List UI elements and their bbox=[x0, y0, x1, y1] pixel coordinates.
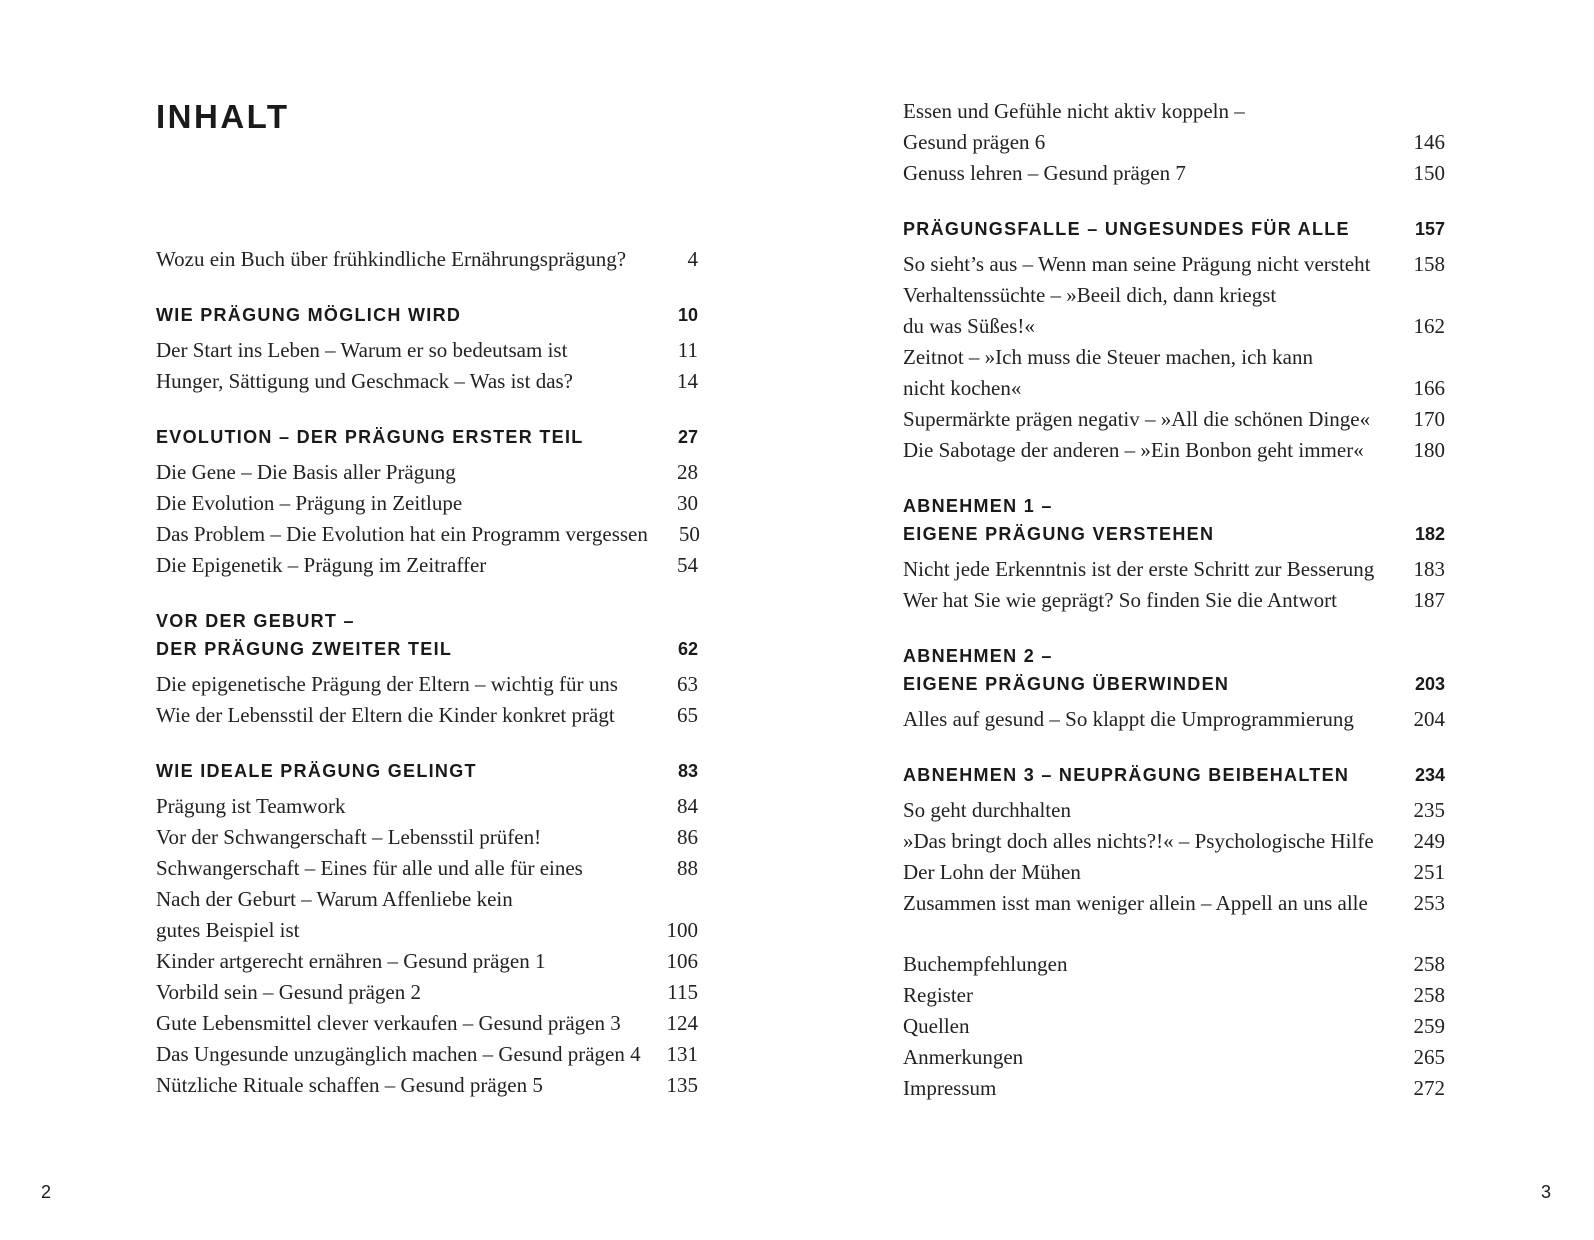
toc-entry-title-line: Gesund prägen 6 bbox=[903, 130, 1046, 154]
toc-section bbox=[903, 215, 1445, 466]
section-heading bbox=[156, 607, 698, 663]
toc-entry-title bbox=[156, 1039, 654, 1070]
toc-entry-title bbox=[156, 669, 654, 700]
toc-entry-title bbox=[156, 488, 654, 519]
toc-entry-title bbox=[156, 1070, 654, 1101]
toc-entry-title bbox=[156, 700, 654, 731]
page-number-left: 2 bbox=[41, 1182, 52, 1202]
toc-entry-title bbox=[903, 404, 1401, 435]
section-heading-title-line: ABNEHMEN 1 – bbox=[903, 496, 1053, 516]
section-heading-title-line: WIE PRÄGUNG MÖGLICH WIRD bbox=[156, 305, 462, 325]
toc-entry-title bbox=[156, 366, 654, 397]
page-number-right: 3 bbox=[1541, 1182, 1552, 1202]
toc-entry-page-number: 249 bbox=[1413, 829, 1445, 853]
toc-entry-page-number: 135 bbox=[666, 1073, 698, 1097]
toc-entry-page-number: 162 bbox=[1413, 314, 1445, 338]
toc-entry bbox=[903, 704, 1445, 735]
toc-entry-title-line: Die Epigenetik – Prägung im Zeitraffer bbox=[156, 553, 487, 577]
toc-entry-title-line: Der Lohn der Mühen bbox=[903, 860, 1081, 884]
toc-section bbox=[903, 761, 1445, 919]
toc-entry-page-number: 258 bbox=[1413, 983, 1445, 1007]
toc-entry-page-number: 272 bbox=[1413, 1076, 1445, 1100]
toc-entry-title bbox=[903, 158, 1401, 189]
toc-entry bbox=[903, 888, 1445, 919]
toc-entry-title-line: Prägung ist Teamwork bbox=[156, 794, 346, 818]
toc-entry-title-line: Genuss lehren – Gesund prägen 7 bbox=[903, 161, 1186, 185]
toc-entry-title bbox=[903, 435, 1401, 466]
toc-section bbox=[903, 642, 1445, 735]
toc-entry-title bbox=[903, 554, 1401, 585]
toc-right-column bbox=[903, 96, 1445, 1104]
toc-entry-title-line: Buchempfehlungen bbox=[903, 952, 1068, 976]
toc-entry-page-number: 65 bbox=[677, 703, 698, 727]
toc-appendix bbox=[903, 949, 1445, 1104]
section-heading-title bbox=[903, 492, 1214, 548]
toc-entry-title-line: Wer hat Sie wie geprägt? So finden Sie die Antwort bbox=[903, 588, 1337, 612]
toc-entry-title-line: Wie der Lebensstil der Eltern die Kinder konkret prägt bbox=[156, 703, 615, 727]
section-heading-title-line: ABNEHMEN 3 – NEUPRÄGUNG BEIBEHALTEN bbox=[903, 765, 1350, 785]
toc-entry-title-line: Vorbild sein – Gesund prägen 2 bbox=[156, 980, 421, 1004]
toc-entry-page-number: 106 bbox=[666, 949, 698, 973]
toc-entry bbox=[156, 1070, 698, 1101]
toc-entry-title-line: Quellen bbox=[903, 1014, 970, 1038]
section-heading bbox=[903, 761, 1445, 789]
toc-entry-title bbox=[156, 822, 654, 853]
section-heading-page-number: 83 bbox=[677, 761, 698, 781]
toc-section bbox=[156, 301, 698, 397]
toc-entry-page-number: 166 bbox=[1413, 376, 1445, 400]
toc-entry-page-number: 84 bbox=[677, 794, 698, 818]
toc-entry-title-line: Der Start ins Leben – Warum er so bedeutsam ist bbox=[156, 338, 568, 362]
toc-entry bbox=[156, 550, 698, 581]
toc-entry-title-line: »Das bringt doch alles nichts?!« – Psychologische Hilfe bbox=[903, 829, 1374, 853]
toc-entry-page-number: 30 bbox=[677, 491, 698, 515]
toc-entry-title-line: Register bbox=[903, 983, 973, 1007]
section-heading-page-number: 157 bbox=[1414, 219, 1445, 239]
toc-entry-title-line: Nicht jede Erkenntnis ist der erste Schritt zur Besserung bbox=[903, 557, 1375, 581]
toc-entry-title-line: Nützliche Rituale schaffen – Gesund prägen 5 bbox=[156, 1073, 543, 1097]
toc-entry-title bbox=[903, 795, 1401, 826]
toc-entry-page-number: 115 bbox=[667, 980, 698, 1004]
section-heading-title-line: VOR DER GEBURT – bbox=[156, 611, 355, 631]
toc-entry-title-line: Die Sabotage der anderen – »Ein Bonbon geht immer« bbox=[903, 438, 1364, 462]
section-heading-title-line: EIGENE PRÄGUNG ÜBERWINDEN bbox=[903, 674, 1230, 694]
toc-entry-title-line: Die epigenetische Prägung der Eltern – wichtig für uns bbox=[156, 672, 618, 696]
toc-entry bbox=[156, 791, 698, 822]
toc-entry-page-number: 131 bbox=[666, 1042, 698, 1066]
section-heading-page-number: 10 bbox=[677, 305, 698, 325]
toc-entry-title-line: Das Problem – Die Evolution hat ein Programm vergessen bbox=[156, 522, 648, 546]
section-heading bbox=[156, 301, 698, 329]
toc-entry-page-number: 170 bbox=[1413, 407, 1445, 431]
section-heading-page-number: 27 bbox=[677, 427, 698, 447]
toc-entry bbox=[156, 366, 698, 397]
toc-entry bbox=[903, 280, 1445, 342]
section-heading-title-line: PRÄGUNGSFALLE – UNGESUNDES FÜR ALLE bbox=[903, 219, 1350, 239]
toc-entry-title-line: Schwangerschaft – Eines für alle und alle für eines bbox=[156, 856, 583, 880]
toc-entry-title-line: So sieht’s aus – Wenn man seine Prägung nicht versteht bbox=[903, 252, 1371, 276]
toc-entry-title-line: Supermärkte prägen negativ – »All die schönen Dinge« bbox=[903, 407, 1371, 431]
toc-entry-title-line: Essen und Gefühle nicht aktiv koppeln – bbox=[903, 99, 1245, 123]
toc-entry-title-line: Zusammen isst man weniger allein – Appell an uns alle bbox=[903, 891, 1368, 915]
toc-entry bbox=[156, 822, 698, 853]
toc-entry-title bbox=[903, 857, 1401, 888]
toc-entry-title bbox=[903, 280, 1401, 342]
toc-entry-title-line: Die Evolution – Prägung in Zeitlupe bbox=[156, 491, 463, 515]
toc-entry bbox=[156, 457, 698, 488]
toc-entry bbox=[903, 585, 1445, 616]
toc-entry-page-number: 86 bbox=[677, 825, 698, 849]
toc-section bbox=[156, 757, 698, 1101]
toc-entry-page-number: 11 bbox=[677, 338, 698, 362]
toc-entry-title-line: Nach der Geburt – Warum Affenliebe kein bbox=[156, 887, 513, 911]
toc-left-column bbox=[156, 244, 698, 1101]
toc-entry-page-number: 251 bbox=[1413, 860, 1445, 884]
toc-entry-page-number: 124 bbox=[666, 1011, 698, 1035]
toc-entry-title bbox=[156, 884, 654, 946]
section-heading bbox=[156, 757, 698, 785]
toc-entry bbox=[156, 700, 698, 731]
section-heading-title bbox=[156, 757, 477, 785]
toc-entry bbox=[903, 342, 1445, 404]
toc-entry bbox=[903, 949, 1445, 980]
toc-entry bbox=[903, 1042, 1445, 1073]
toc-entry bbox=[903, 826, 1445, 857]
toc-entry-page-number: 88 bbox=[677, 856, 698, 880]
toc-entry-title bbox=[156, 977, 654, 1008]
toc-entry-title bbox=[903, 1073, 1401, 1104]
toc-entry-title-line: Zeitnot – »Ich muss die Steuer machen, ich kann bbox=[903, 345, 1313, 369]
toc-entry-title bbox=[903, 888, 1401, 919]
section-heading-page-number: 234 bbox=[1414, 765, 1445, 785]
section-heading-title bbox=[156, 301, 461, 329]
toc-entry bbox=[156, 244, 698, 275]
toc-entry-page-number: 50 bbox=[678, 522, 700, 546]
section-heading-title bbox=[903, 761, 1349, 789]
toc-entry bbox=[903, 435, 1445, 466]
toc-entry-page-number: 4 bbox=[687, 247, 698, 271]
toc-entry-title bbox=[156, 550, 654, 581]
toc-entry-page-number: 63 bbox=[677, 672, 698, 696]
toc-entry-page-number: 204 bbox=[1413, 707, 1445, 731]
toc-entry-page-number: 14 bbox=[677, 369, 698, 393]
toc-entry-page-number: 180 bbox=[1413, 438, 1445, 462]
toc-entry-page-number: 100 bbox=[666, 918, 698, 942]
toc-entry-title bbox=[903, 980, 1401, 1011]
toc-entry-title bbox=[903, 585, 1401, 616]
toc-entry-title-line: So geht durchhalten bbox=[903, 798, 1071, 822]
section-heading bbox=[156, 423, 698, 451]
toc-entry bbox=[156, 519, 698, 550]
toc-entry bbox=[903, 249, 1445, 280]
toc-entry-page-number: 235 bbox=[1413, 798, 1445, 822]
toc-section bbox=[156, 607, 698, 731]
toc-entry-title bbox=[903, 826, 1401, 857]
toc-entry-title bbox=[903, 1042, 1401, 1073]
toc-entry-title bbox=[156, 457, 654, 488]
toc-entry bbox=[156, 1039, 698, 1070]
toc-entry-title bbox=[156, 519, 656, 550]
section-heading-page-number: 182 bbox=[1414, 524, 1445, 544]
toc-entry-title bbox=[903, 342, 1401, 404]
toc-entry-title-line: Verhaltenssüchte – »Beeil dich, dann kriegst bbox=[903, 283, 1277, 307]
section-heading-title bbox=[903, 215, 1350, 243]
toc-entry bbox=[903, 980, 1445, 1011]
section-heading-title bbox=[156, 607, 452, 663]
toc-entry-page-number: 28 bbox=[677, 460, 698, 484]
toc-entry-title-line: Die Gene – Die Basis aller Prägung bbox=[156, 460, 456, 484]
toc-entry bbox=[903, 795, 1445, 826]
toc-entry-title-line: Hunger, Sättigung und Geschmack – Was ist das? bbox=[156, 369, 574, 393]
toc-entry-title bbox=[156, 791, 654, 822]
toc-entry-title-line: Das Ungesunde unzugänglich machen – Gesund prägen 4 bbox=[156, 1042, 641, 1066]
toc-entry-page-number: 265 bbox=[1413, 1045, 1445, 1069]
toc-entry-title-line: Kinder artgerecht ernähren – Gesund prägen 1 bbox=[156, 949, 546, 973]
toc-entry-title bbox=[903, 704, 1401, 735]
toc-entry bbox=[156, 853, 698, 884]
toc-entry bbox=[156, 335, 698, 366]
toc-entry-title-line: Impressum bbox=[903, 1076, 997, 1100]
section-heading bbox=[903, 642, 1445, 698]
toc-entry bbox=[903, 96, 1445, 158]
toc-entry bbox=[903, 1011, 1445, 1042]
section-heading-page-number: 62 bbox=[677, 639, 698, 659]
toc-entry-title bbox=[156, 335, 654, 366]
toc-entry-title bbox=[903, 949, 1401, 980]
toc-entry-title-line: nicht kochen« bbox=[903, 376, 1022, 400]
toc-entry bbox=[903, 1073, 1445, 1104]
section-heading bbox=[903, 492, 1445, 548]
toc-entry bbox=[156, 884, 698, 946]
toc-entry-title bbox=[156, 946, 654, 977]
section-heading bbox=[903, 215, 1445, 243]
section-heading-page-number: 203 bbox=[1414, 674, 1445, 694]
toc-entry-title-line: Gute Lebensmittel clever verkaufen – Gesund prägen 3 bbox=[156, 1011, 621, 1035]
toc-entry bbox=[156, 488, 698, 519]
section-heading-title-line: ABNEHMEN 2 – bbox=[903, 646, 1053, 666]
toc-entry-page-number: 183 bbox=[1413, 557, 1445, 581]
toc-entry bbox=[156, 977, 698, 1008]
toc-entry bbox=[156, 1008, 698, 1039]
toc-entry-title-line: Alles auf gesund – So klappt die Umprogrammierung bbox=[903, 707, 1354, 731]
section-heading-title-line: EVOLUTION – DER PRÄGUNG ERSTER TEIL bbox=[156, 427, 584, 447]
toc-entry-title bbox=[156, 853, 654, 884]
toc-entry-title bbox=[156, 244, 654, 275]
toc-entry bbox=[156, 669, 698, 700]
section-heading-title bbox=[903, 642, 1229, 698]
toc-entry bbox=[903, 857, 1445, 888]
toc-section bbox=[903, 492, 1445, 616]
toc-entry-page-number: 259 bbox=[1413, 1014, 1445, 1038]
toc-continued-entries bbox=[903, 96, 1445, 189]
toc-entry-title bbox=[903, 1011, 1401, 1042]
toc-entry-page-number: 158 bbox=[1413, 252, 1445, 276]
toc-entry-title bbox=[903, 249, 1401, 280]
toc-entry-title-line: Anmerkungen bbox=[903, 1045, 1024, 1069]
section-heading-title-line: EIGENE PRÄGUNG VERSTEHEN bbox=[903, 524, 1215, 544]
toc-entry-page-number: 253 bbox=[1413, 891, 1445, 915]
toc-entry-page-number: 258 bbox=[1413, 952, 1445, 976]
toc-entry bbox=[903, 554, 1445, 585]
toc-entry-page-number: 54 bbox=[677, 553, 698, 577]
toc-entry bbox=[156, 946, 698, 977]
toc-entry-page-number: 150 bbox=[1413, 161, 1445, 185]
toc-entry bbox=[903, 158, 1445, 189]
section-heading-title-line: DER PRÄGUNG ZWEITER TEIL bbox=[156, 639, 453, 659]
toc-entry-title-line: gutes Beispiel ist bbox=[156, 918, 300, 942]
toc-entry-title bbox=[156, 1008, 654, 1039]
toc-entry-page-number: 187 bbox=[1413, 588, 1445, 612]
toc-entry-page-number: 146 bbox=[1413, 130, 1445, 154]
toc-entry-title-line: Wozu ein Buch über frühkindliche Ernährungsprägung? bbox=[156, 247, 627, 271]
toc-entry-title-line: du was Süßes!« bbox=[903, 314, 1035, 338]
section-heading-title-line: WIE IDEALE PRÄGUNG GELINGT bbox=[156, 761, 477, 781]
page-title: INHALT bbox=[156, 98, 290, 135]
section-heading-title bbox=[156, 423, 584, 451]
toc-entry-title bbox=[903, 96, 1401, 158]
toc-entry bbox=[903, 404, 1445, 435]
toc-entry-title-line: Vor der Schwangerschaft – Lebensstil prüfen! bbox=[156, 825, 542, 849]
toc-section bbox=[156, 423, 698, 581]
